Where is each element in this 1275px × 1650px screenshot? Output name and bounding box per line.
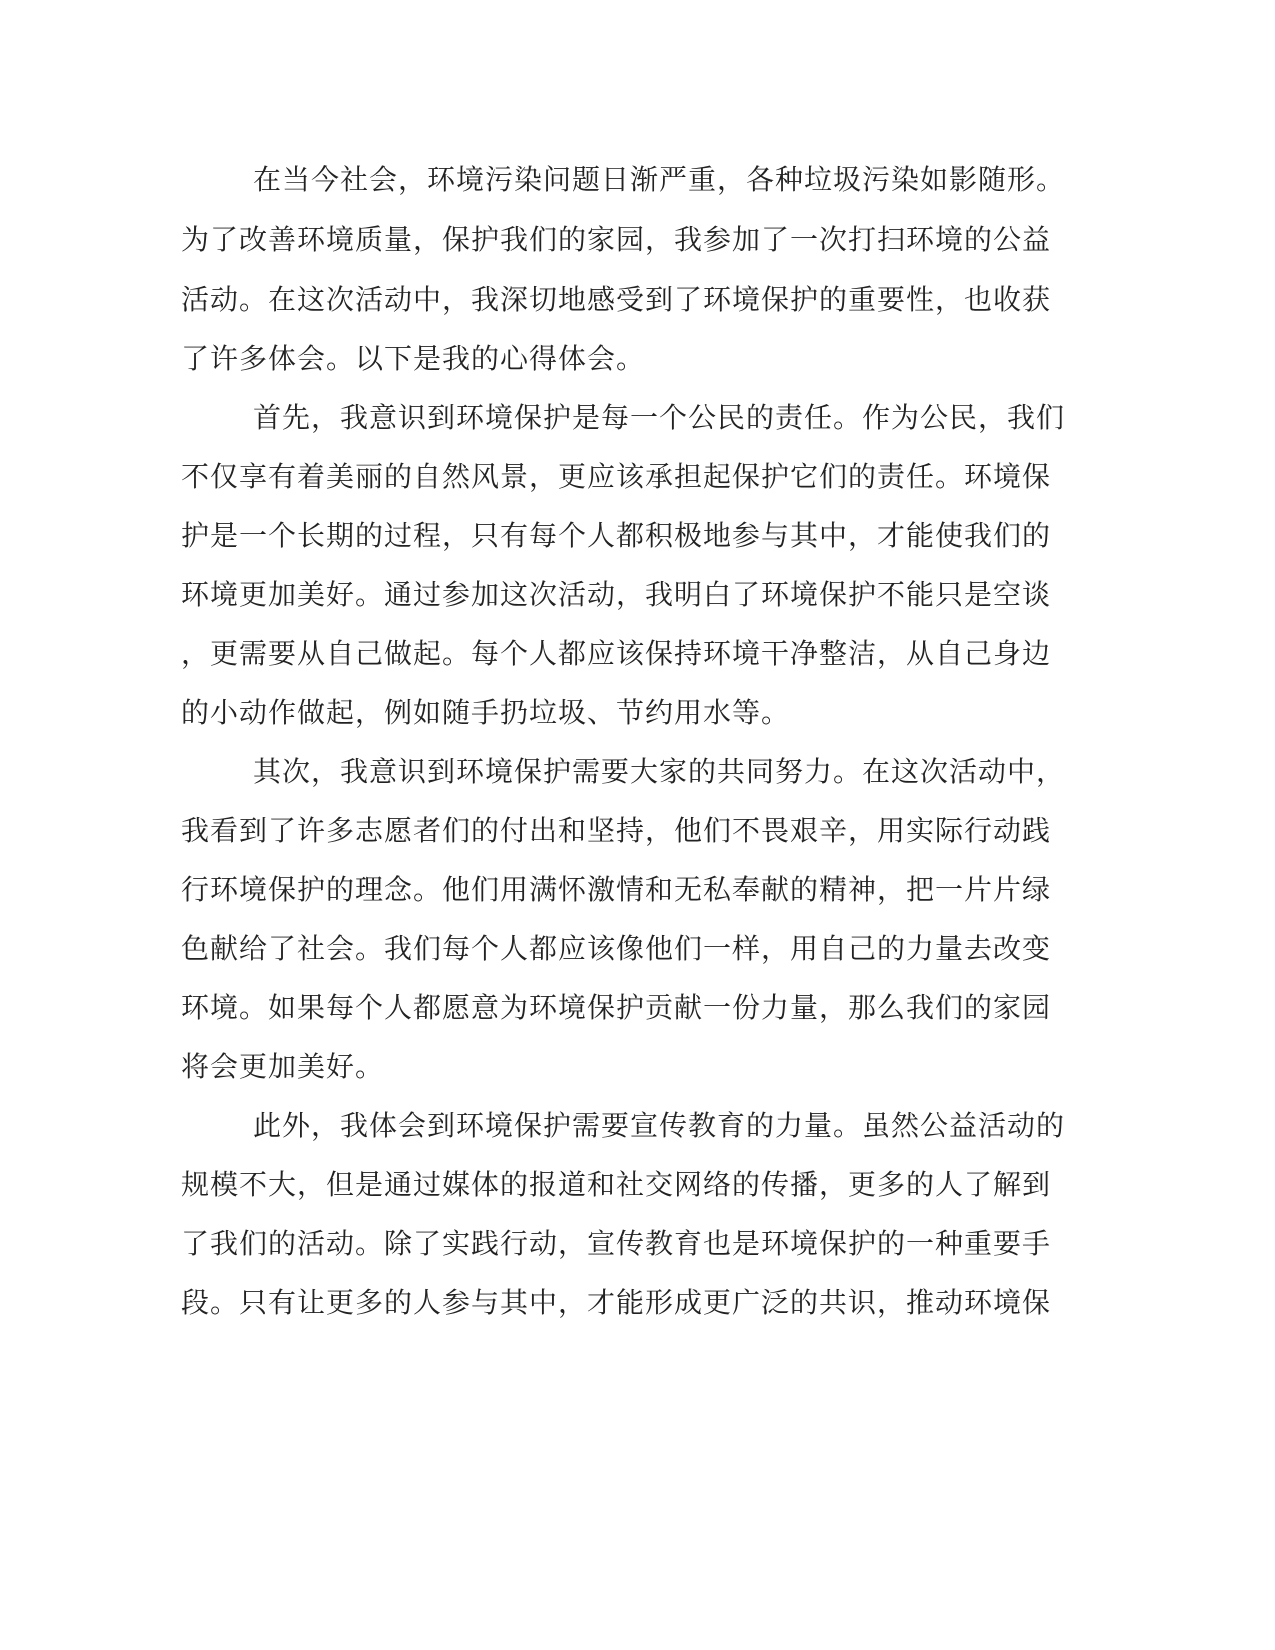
paragraph-1-line-1: 在当今社会，环境污染问题日渐严重，各种垃圾污染如影随形。 bbox=[253, 163, 1066, 196]
paragraph-1-line-3: 活动。在这次活动中，我深切地感受到了环境保护的重要性，也收获 bbox=[181, 283, 1052, 316]
paragraph-2-line-3: 护是一个长期的过程，只有每个人都积极地参与其中，才能使我们的 bbox=[181, 519, 1052, 552]
paragraph-3-line-6: 将会更加美好。 bbox=[181, 1050, 385, 1083]
paragraph-2-line-6: 的小动作做起，例如随手扔垃圾、节约用水等。 bbox=[181, 696, 791, 729]
paragraph-3-line-5: 环境。如果每个人都愿意为环境保护贡献一份力量，那么我们的家园 bbox=[181, 991, 1052, 1024]
paragraph-4-line-2: 规模不大，但是通过媒体的报道和社交网络的传播，更多的人了解到 bbox=[181, 1168, 1052, 1201]
paragraph-4-line-1: 此外，我体会到环境保护需要宣传教育的力量。虽然公益活动的 bbox=[253, 1109, 1066, 1142]
paragraph-1-line-4: 了许多体会。以下是我的心得体会。 bbox=[181, 342, 646, 375]
paragraph-1-line-2: 为了改善环境质量，保护我们的家园，我参加了一次打扫环境的公益 bbox=[181, 223, 1052, 256]
paragraph-3-line-1: 其次，我意识到环境保护需要大家的共同努力。在这次活动中， bbox=[253, 755, 1066, 788]
paragraph-2-line-5: ，更需要从自己做起。每个人都应该保持环境干净整洁，从自己身边 bbox=[181, 637, 1052, 670]
paragraph-3-line-2: 我看到了许多志愿者们的付出和坚持，他们不畏艰辛，用实际行动践 bbox=[181, 814, 1052, 847]
paragraph-4-line-4: 段。只有让更多的人参与其中，才能形成更广泛的共识，推动环境保 bbox=[181, 1286, 1052, 1319]
paragraph-3-line-4: 色献给了社会。我们每个人都应该像他们一样，用自己的力量去改变 bbox=[181, 932, 1052, 965]
paragraph-3-line-3: 行环境保护的理念。他们用满怀激情和无私奉献的精神，把一片片绿 bbox=[181, 873, 1052, 906]
paragraph-2-line-1: 首先，我意识到环境保护是每一个公民的责任。作为公民，我们 bbox=[253, 401, 1066, 434]
paragraph-2-line-2: 不仅享有着美丽的自然风景，更应该承担起保护它们的责任。环境保 bbox=[181, 460, 1052, 493]
paragraph-2-line-4: 环境更加美好。通过参加这次活动，我明白了环境保护不能只是空谈 bbox=[181, 578, 1052, 611]
paragraph-4-line-3: 了我们的活动。除了实践行动，宣传教育也是环境保护的一种重要手 bbox=[181, 1227, 1052, 1260]
